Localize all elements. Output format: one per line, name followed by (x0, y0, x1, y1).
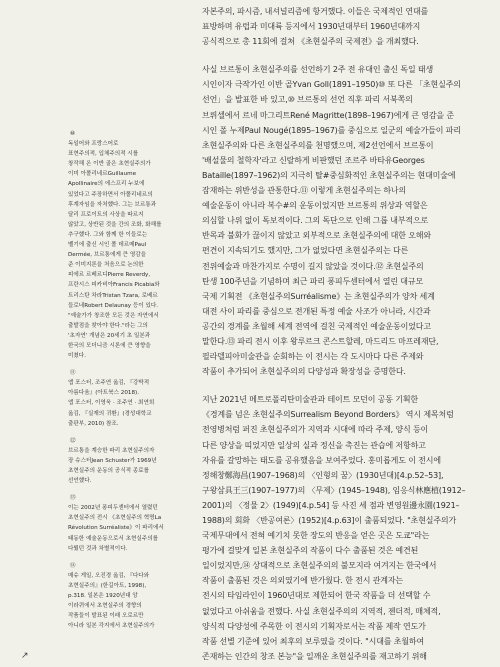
sidenote (68, 493, 180, 554)
body-paragraph: 사실 브르통이 초현실주의를 선언하기 2주 전 유대인 출신 독일 태생 시인이자 극작가인 이반 골Yvan Goll(1891–1950)⑩ 또 다른 「초현실주의 선언」을 발표한 바 있고,⑩ 브르통의 선언 직후 파리 서북쪽의 브뤼셀에서 르네 마그리트René Magritte(1898–1967)에게 큰 영감을 준 시인 폴 누제Paul Nougé(1895–1967)를 중심으로 일군의 예술가들이 파리 초현실주의와 다른 초현실주의를 천명했으며, 제2선언에서 브르통이 '배설물의 철학자'라고 신랄하게 비판했던 조르주 바타유Georges Bataille(1897–1962)의 지극히 탈#중심화적인 초현실주의는 현대미술에 잠재하는 위반성을 관통한다.⑪ 이렇게 초현실주의는 하나의 예술운동이 아니라 복수#의 운동이었지만 브르통의 위상과 역할은 의심할 나위 없이 독보적이다. 그의 독단으로 인해 그룹 내부적으로 반목과 불화가 끊이지 않았고 외부적으로 초현실주의에 대한 오해와 편견이 지속되기도 했지만, 그가 없었다면 초현실주의는 다른 전위예술과 마찬가지로 수명이 길지 않았을 것이다.⑫ 초현실주의 탄생 100주년을 기념하며 최근 파리 퐁피두센터에서 열린 대규모 국제 기획전 《초현실주의Surréalisme》는 초현실주의가 양차 세계 대전 사이 파리를 중심으로 전개된 특정 예술 사조가 아니라, 시간과 공간의 경계를 초월해 세계 전역에 걸친 국제적인 예술운동이었다고 말한다.⑬ 파리 전시 이후 왕루르크 콘스트할레, 마드리드 마프레재단, 필라델피아미술관을 순회하는 이 전시는 각 도시마다 다른 주제와 작품이 추가되어 초현실주의의 다양성과 확장성을 증명한다. (202, 65, 461, 377)
sidenote-text: 이는 2002년 퐁피두센터에서 열렸던 초현실주의 전시 《초현실주의 혁명La Révolution Surréaliste》이 파리에서 태동한 예술운동으로서 초현실주의를 다뤘던 것과 차별적이다. (68, 505, 164, 552)
sidenote-text: 브르통을 계승한 파리 초현실주의자 장 슈스터Jean Schuster가 1969년 초현실주의 운동의 공식적 종료를 선언했다. (68, 447, 157, 485)
sidenote (68, 436, 180, 486)
sidenote-marker: ⑪ (70, 370, 76, 377)
page-corner-arrow-icon: ↗ (21, 651, 29, 661)
body-paragraph: 지난 2021년 메트로폴리탄미술관과 테이트 모던이 공동 기획한 《경계를 넘은 초현실주의Surrealism Beyond Borders》 역시 제목처럼 전영병처럼 퍼진 초현실주의가 지역과 시대에 따라 주제, 양식 등이 다른 양상을 띠었지만 일상의 실과 정신을 촉진는 관습에 저항하고 자유를 갈망하는 태도를 공유했음을 보여주었다. 홍미롭게도 이 전시에 정해창鄭海昌(1907–1968)의 〈인형의 꿈〉(1930년대)[4.p.52–53], 구왕삼具王三(1907–1977)의 〈무제〉(1945–1948), 임응식林應植(1912– 2001)의 〈정물 2〉(1949)[4.p.54] 등 사진 세 점과 변영원邊永園(1921– 1988)의 회화 〈반공여론〉(1952)[4.p.63]이 출품되었다. "초현실주의가 국제무대에서 전혀 예기치 못한 장도의 반응을 얻은 곳은 도쿄"라는 평가에 걸맞게 일본 초현실주의 작품이 다수 출품된 것은 예견된 일이었지만,⑭ 상대적으로 초현실주의의 불모지라 여겨지는 한국에서 작품이 출품된 것은 의외였기에 반가웠다. 한 전시 관계자는 전시의 타임라인이 1960년대로 제한되어 한국 작품을 더 선택할 수 없었다고 아쉬움을 전했다. 사실 초현실주의의 지역적, 젠더적, 매체적, 양식적 다양성에 주목한 이 전시의 기획자로서는 작품 제작 연도가 작품 선별 기준에 있어 최후의 보루였을 것이다. "시대를 초월하여 존재하는 인간의 창조 본능"을 일깨운 초현실주의를 재고하기 위해 (202, 395, 466, 661)
sidenote-marker: ⑭ (70, 562, 76, 569)
sidenote-marker: ⑫ (70, 437, 76, 444)
sidenote-text: 앱 포스터, 조주연 옮김, 『강박적 아름다움』(아트북스 2018). 앱 포스터, 이영욱 · 조주연 · 최연희 옮김, 『실재의 귀환』(경성대학교 출판부, 2010) 참조. (68, 380, 155, 427)
sidenote (68, 129, 180, 361)
sidenote (68, 561, 180, 632)
sidenote-text: 매슈 게일, 오진경 옮김, 『다다와 초현실주의』(한길아트, 1998), p.318. 일본은 1920년대 앙 이라퀴에서 초현실주의 경향의 작품들이 발표된 이래 오로르만 아니라 일본 각지에서 초현실주의가 (68, 572, 155, 630)
body-paragraph: 자본주의, 파시즘, 내셔널리즘에 항거했다. 이들은 국제적인 연대를 표방하며 유럽과 미대륙 등지에서 1930년대부터 1960년대까지 공식적으로 총 11회에 걸쳐 《초현실주의 국제전》을 개최했다. (202, 7, 429, 47)
sidenote-text: 독일어와 프랑스어로 표현주의적, 입체주의적 시를 창작해 온 이반 골은 초현실주의가 이미 아폴리네르Guillaume Apollinaire의 에스프리 누보에 있었다고 주장하면서 아폴리네르의 후계자임을 자처했다. 그는 브르통과 달리 프로이트의 사상을 따르지 않았고, 상반된 것을 간의 조화, 화해를 추구했다. 그와 함께 한 이들로는 벨기에 출신 시인 폴 데르메Paul Dermée, 브르통에게 큰 영감을 준 이미지론을 처음으로 논의한 피에르 르베르디Pierre Reverdy, 프란시스 피카비아Francis Picabia와 트리스탄 차라Tristan Tzara, 로베르 들로네Robert Delaunay 등이 있다. "예술가가 창조한 모든 것은 자연에서 출발점을 찾아야 한다."라는 그의 '초자연' 개념은 20세기 초 일본과 한국의 모더니즘 시론에 큰 영향을 미쳤다. (68, 141, 162, 360)
sidenote (68, 368, 180, 429)
main-text-column (202, 4, 477, 664)
sidenote-marker: ⑬ (70, 495, 76, 502)
sidenotes-column (68, 129, 180, 638)
sidenote-marker: ⑩ (70, 131, 76, 137)
